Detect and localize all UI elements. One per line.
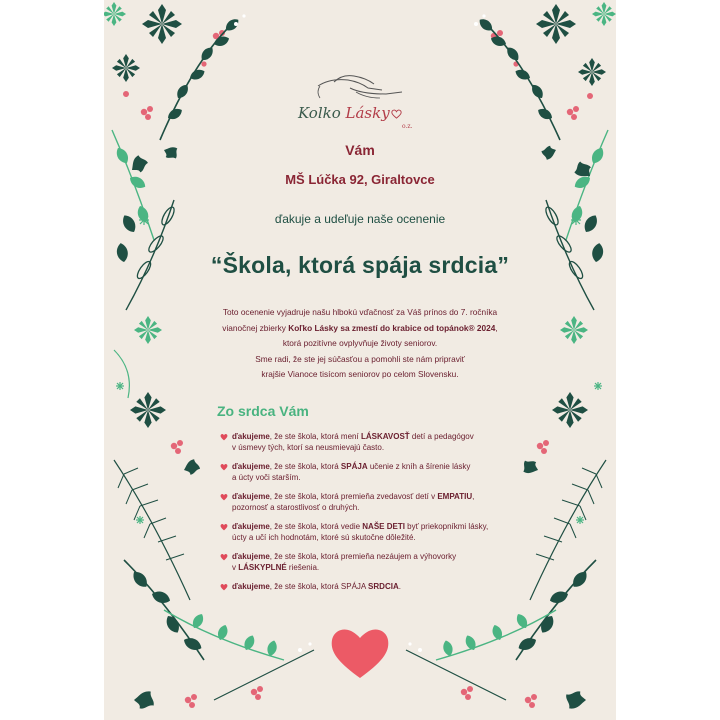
school-name: MŠ Lúčka 92, Giraltovce bbox=[285, 172, 435, 187]
item-text: , bbox=[472, 492, 475, 501]
heart-bullet-icon bbox=[220, 493, 228, 501]
item-lead: ďakujeme bbox=[232, 432, 270, 441]
item-text: , že ste škola, ktorá mení bbox=[269, 432, 361, 441]
heart-bullet-icon bbox=[220, 433, 228, 441]
section-heading: Zo srdca Vám bbox=[217, 403, 309, 419]
heart-bullet-icon bbox=[220, 583, 228, 591]
recipient-label: Vám bbox=[345, 142, 375, 158]
intro-line: Toto ocenenie vyjadruje našu hlbokú vďačnosť za Váš prínos do 7. ročníka bbox=[222, 307, 498, 317]
item-lead: ďakujeme bbox=[232, 582, 270, 591]
intro-line: krajšie Vianoce tisícom seniorov po celom Slovensku. bbox=[261, 369, 459, 380]
intro-line bbox=[200, 321, 520, 337]
item-text: , že ste škola, ktorá SPÁJA bbox=[269, 582, 369, 591]
list-item bbox=[220, 432, 520, 453]
campaign-name: Koľko Lásky sa zmestí do krabice od topánok® 2024 bbox=[288, 322, 496, 333]
intro-line: Sme radi, že ste jej súčasťou a pomohli ste nám pripraviť bbox=[255, 353, 465, 364]
item-text: v bbox=[232, 562, 239, 572]
list-item bbox=[220, 552, 520, 573]
item-line: úcty a učí ich hodnotám, ktoré sú skutočne dôležité. bbox=[232, 532, 416, 542]
hands-illustration-icon bbox=[290, 68, 430, 108]
thanks-line: ďakuje a udeľuje naše ocenenie bbox=[274, 212, 446, 226]
heart-bullet-icon bbox=[220, 463, 228, 471]
item-line bbox=[232, 492, 520, 503]
item-line bbox=[232, 563, 520, 574]
item-keyword: EMPATIU bbox=[437, 492, 473, 501]
item-text: , že ste škola, ktorá premieňa zvedavosť detí v bbox=[269, 492, 438, 501]
list-item bbox=[220, 522, 520, 543]
item-lead: ďakujeme bbox=[232, 552, 270, 561]
item-text: , že ste škola, ktorá vedie bbox=[269, 522, 363, 531]
item-lead: ďakujeme bbox=[232, 462, 270, 471]
thanks-list bbox=[220, 432, 520, 593]
logo-suffix: o.z. bbox=[402, 123, 413, 130]
item-line bbox=[232, 552, 520, 563]
organization-logo bbox=[290, 68, 430, 136]
item-lead: ďakujeme bbox=[232, 522, 270, 531]
item-line bbox=[232, 432, 520, 443]
list-item bbox=[220, 462, 520, 483]
logo-word-lasky: Lásky bbox=[345, 104, 390, 122]
item-keyword: LÁSKYPLNÉ bbox=[238, 562, 287, 572]
item-line bbox=[232, 462, 520, 473]
item-text: detí a pedagógov bbox=[409, 432, 474, 441]
item-keyword: LÁSKAVOSŤ bbox=[360, 432, 410, 441]
item-text: riešenia. bbox=[286, 562, 320, 572]
item-lead: ďakujeme bbox=[232, 492, 270, 501]
intro-text: vianočnej zbierky bbox=[222, 322, 289, 333]
item-line bbox=[232, 522, 520, 533]
award-title: “Škola, ktorá spája srdcia” bbox=[210, 252, 510, 278]
intro-line: ktorá pozitívne ovplyvňuje životy seniorov. bbox=[282, 338, 438, 349]
intro-text: , bbox=[495, 322, 498, 333]
logo-wordmark bbox=[298, 104, 402, 122]
item-keyword: NAŠE DETI bbox=[362, 522, 405, 531]
item-line: pozornosť a starostlivosť o druhých. bbox=[232, 502, 360, 512]
item-text: , že ste škola, ktorá premieňa nezáujem a výhovorky bbox=[269, 552, 457, 561]
item-keyword: SRDCIA bbox=[368, 582, 399, 591]
list-item bbox=[220, 492, 520, 513]
certificate-paper bbox=[104, 0, 616, 720]
item-line: a úcty voči starším. bbox=[232, 472, 301, 482]
logo-heart-icon bbox=[391, 109, 402, 119]
item-line: v úsmevy tých, ktorí sa neusmievajú často. bbox=[232, 442, 385, 452]
heart-bullet-icon bbox=[220, 523, 228, 531]
heart-icon bbox=[330, 624, 390, 680]
item-text: byť priekopníkmi lásky, bbox=[404, 522, 489, 531]
item-keyword: SPÁJA bbox=[340, 462, 368, 471]
heart-bullet-icon bbox=[220, 553, 228, 561]
intro-paragraph bbox=[200, 305, 520, 383]
item-line bbox=[232, 582, 520, 593]
item-text: , že ste škola, ktorá bbox=[269, 462, 341, 471]
list-item bbox=[220, 582, 520, 593]
item-text: . bbox=[398, 582, 401, 591]
item-text: učenie z kníh a šírenie lásky bbox=[367, 462, 471, 471]
logo-word-kolko: Kolko bbox=[298, 104, 346, 122]
